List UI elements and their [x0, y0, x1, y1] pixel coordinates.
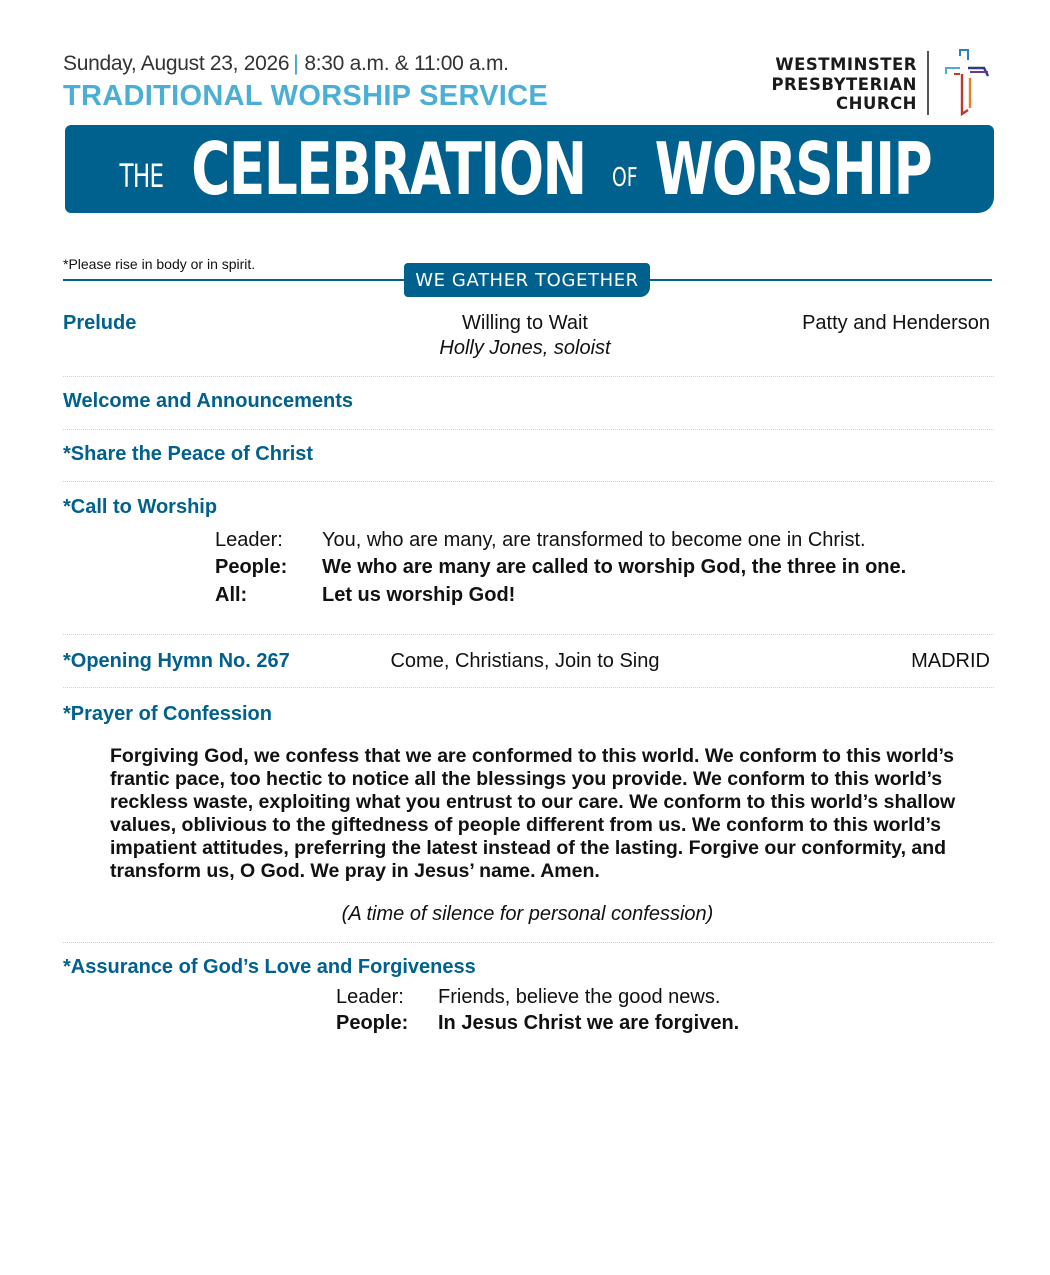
prayer-line: frantic pace, too hectic to notice all the blessings you provide. We conform to this world’s: [110, 768, 943, 790]
divider: [63, 634, 994, 635]
silence-note: (A time of silence for personal confession): [341, 903, 714, 925]
service-date: Sunday, August 23, 2026: [63, 52, 290, 75]
peace-title: *Share the Peace of Christ: [63, 443, 314, 465]
confession-title: *Prayer of Confession: [63, 703, 272, 725]
opening-hymn-tune: MADRID: [911, 650, 990, 672]
divider: [63, 429, 994, 430]
assurance-speaker-people: People:: [336, 1012, 409, 1034]
service-date-time: [63, 52, 509, 76]
assurance-line-people: In Jesus Christ we are forgiven.: [438, 1012, 740, 1034]
opening-hymn-name: Come, Christians, Join to Sing: [390, 650, 660, 672]
rise-note: *Please rise in body or in spirit.: [63, 256, 256, 272]
assurance-title: *Assurance of God’s Love and Forgiveness: [63, 956, 476, 978]
call-speaker-people: People:: [215, 556, 288, 578]
banner-word-the: THE: [119, 157, 164, 195]
divider: [63, 687, 994, 688]
prelude-composer: Patty and Henderson: [802, 312, 990, 334]
prayer-line: Forgiving God, we confess that we are conformed to this world. We conform to this world’s: [110, 745, 954, 767]
prelude-title: Prelude: [63, 312, 137, 334]
divider: [63, 942, 994, 943]
banner-title: [65, 125, 994, 213]
assurance-line-leader: Friends, believe the good news.: [438, 986, 721, 1008]
church-name-line-2: PRESBYTERIAN: [771, 74, 917, 94]
confession-prayer: [110, 745, 970, 883]
celebration-banner: [65, 125, 994, 213]
call-line-people: We who are many are called to worship God, the three in one.: [322, 556, 907, 578]
cross-logo-icon: [940, 48, 992, 118]
prayer-line: transform us, O God. We pray in Jesus’ name. Amen.: [110, 860, 600, 882]
section-title: WE GATHER TOGETHER: [404, 263, 650, 297]
assurance-speaker-leader: Leader:: [336, 986, 404, 1008]
prayer-line: reckless waste, exploiting what you entrust to our care. We conform to this world’s shallow: [110, 791, 956, 813]
call-line-leader: You, who are many, are transformed to become one in Christ.: [322, 529, 866, 551]
prelude-piece: Willing to Wait: [462, 312, 588, 334]
banner-word-of: OF: [611, 163, 638, 193]
banner-word-worship: WORSHIP: [654, 127, 932, 211]
church-name-line-3: CHURCH: [836, 94, 917, 113]
call-speaker-leader: Leader:: [215, 529, 283, 551]
call-to-worship-title: *Call to Worship: [63, 496, 218, 518]
service-title: TRADITIONAL WORSHIP SERVICE: [63, 80, 549, 112]
divider: [63, 481, 994, 482]
prayer-line: values, oblivious to the giftedness of people different from us. We conform to this world’s: [110, 814, 941, 836]
prayer-line: impatient attitudes, preferring the latest instead of the lasting. Forgive our conformity, and: [110, 837, 947, 859]
service-times: 8:30 a.m. & 11:00 a.m.: [304, 52, 509, 75]
date-separator: |: [293, 52, 299, 75]
welcome-title: Welcome and Announcements: [63, 390, 354, 412]
call-speaker-all: All:: [215, 584, 248, 606]
logo-divider: [927, 51, 929, 115]
prelude-performer: Holly Jones, soloist: [439, 337, 611, 359]
call-line-all: Let us worship God!: [322, 584, 516, 606]
divider: [63, 376, 994, 377]
church-name-line-1: WESTMINSTER: [775, 55, 917, 74]
church-name: [771, 55, 917, 114]
opening-hymn-title: *Opening Hymn No. 267: [63, 650, 290, 672]
banner-word-celebration: CELEBRATION: [191, 127, 586, 211]
